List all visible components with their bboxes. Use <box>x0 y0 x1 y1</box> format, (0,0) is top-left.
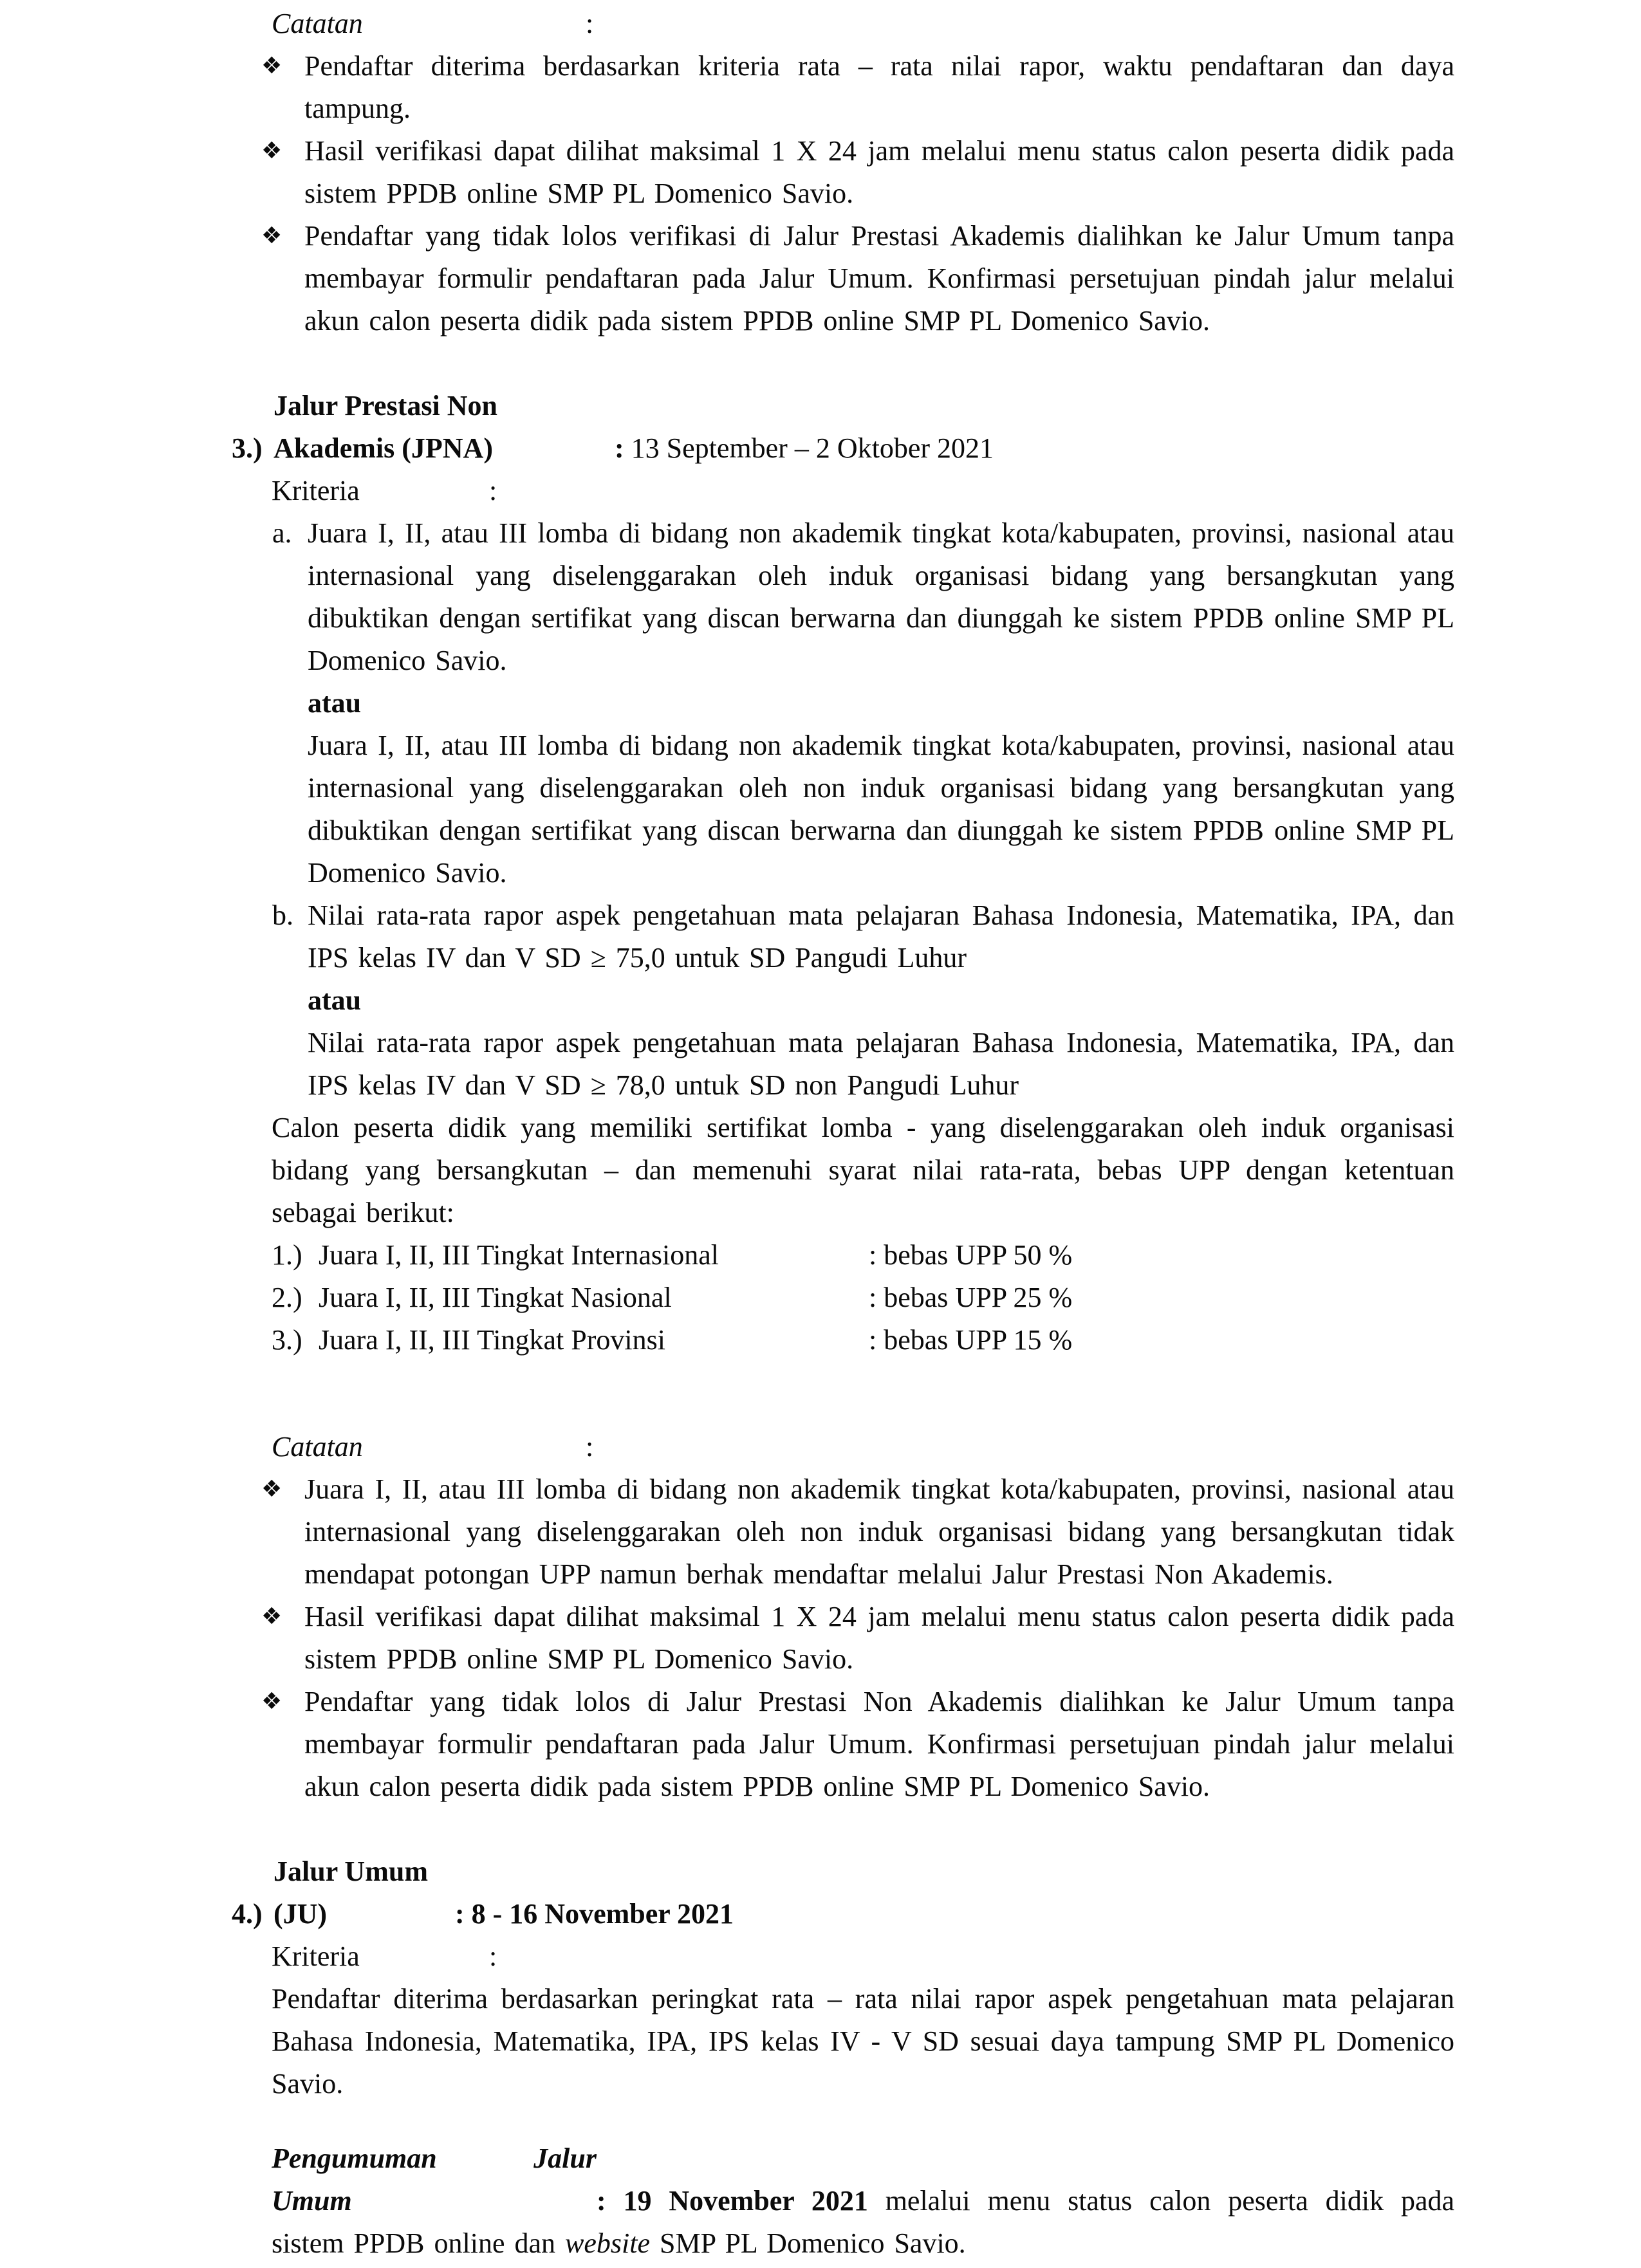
section-4-colon: : <box>455 1898 465 1930</box>
diamond-bullet-icon: ❖ <box>261 223 283 249</box>
announcement-tail-text: SMP PL Domenico Savio. <box>660 2227 966 2259</box>
notes1-label: Catatan <box>272 8 363 39</box>
or-word: atau <box>308 687 362 719</box>
note-text: Pendaftar yang tidak lolos di Jalur Prestasi Non Akademis dialihkan ke Jalur Umum tanpa membayar formulir pendaftaran pada Jalur Umum. Konfirmasi persetujuan pindah jalur melalui akun calon peserta didik pada sistem PPDB online SMP PL Domenico Savio. <box>304 1686 1454 1802</box>
section-4-body-paragraph: Pendaftar diterima berdasarkan peringkat rata – rata nilai rapor aspek pengetahuan mata pelajaran Bahasa Indonesia, Matematika, IPA, IPS kelas IV - V SD sesuai daya tampung SMP PL Domenico Savio. <box>272 1983 1454 2099</box>
criteria-item-b <box>232 894 1454 1107</box>
section-4-title: Jalur Umum (JU) <box>274 1856 428 1930</box>
announcement-paragraph <box>272 2137 1454 2265</box>
upp-item-number: 3.) <box>272 1324 302 1356</box>
section-4-date: 8 - 16 November 2021 <box>471 1898 734 1930</box>
upp-item-label: Juara I, II, III Tingkat Internasional <box>319 1239 719 1271</box>
item-a-marker: a. <box>272 517 292 549</box>
item-b-paragraph-1: Nilai rata-rata rapor aspek pengetahuan mata pelajaran Bahasa Indonesia, Matematika, IPA, dan IPS kelas IV dan V SD ≥ 75,0 untuk SD Pangudi Luhur <box>308 899 1454 973</box>
note-item <box>232 1681 1454 1808</box>
announcement-date: 19 November 2021 <box>623 2185 868 2217</box>
upp-list-item <box>272 1234 1454 1277</box>
notes2-colon: : <box>586 1431 594 1462</box>
note-text: Hasil verifikasi dapat dilihat maksimal 1 X 24 jam melalui menu status calon peserta didik pada sistem PPDB online SMP PL Domenico Savio. <box>304 135 1454 209</box>
document-content <box>232 3 1454 2265</box>
criteria-colon: : <box>489 475 497 506</box>
criteria-label: Kriteria <box>272 475 360 506</box>
diamond-bullet-icon: ❖ <box>261 1603 283 1630</box>
upp-item-value: bebas UPP 50 % <box>884 1239 1073 1271</box>
upp-intro-paragraph: Calon peserta didik yang memiliki sertifikat lomba - yang diselenggarakan oleh induk organisasi bidang yang bersangkutan – dan memenuhi syarat nilai rata-rata, bebas UPP dengan ketentuan sebagai berikut: <box>272 1112 1454 1228</box>
notes1-label-row <box>272 3 1454 45</box>
announcement-label: Pengumuman Jalur Umum <box>272 2143 597 2217</box>
criteria-colon: : <box>489 1941 497 1972</box>
criteria-label: Kriteria <box>272 1941 360 1972</box>
criteria-item-a <box>232 512 1454 894</box>
section-4-number: 4.) <box>232 1898 263 1930</box>
diamond-bullet-icon: ❖ <box>261 53 283 79</box>
note-text: Pendaftar yang tidak lolos verifikasi di Jalur Prestasi Akademis dialihkan ke Jalur Umum tanpa membayar formulir pendaftaran pada Jalur Umum. Konfirmasi persetujuan pindah jalur melalui akun calon peserta didik pada sistem PPDB online SMP PL Domenico Savio. <box>304 220 1454 337</box>
upp-item-colon: : <box>869 1282 877 1313</box>
section-3-criteria-row <box>272 470 1454 512</box>
diamond-bullet-icon: ❖ <box>261 1476 283 1502</box>
announcement-middle-text: melalui menu status calon peserta didik pada sistem PPDB online dan <box>272 2185 1455 2259</box>
note-item <box>232 215 1454 342</box>
item-b-marker: b. <box>272 899 293 931</box>
item-a-paragraph-1: Juara I, II, atau III lomba di bidang non akademik tingkat kota/kabupaten, provinsi, nasional atau internasional yang diselenggarakan oleh induk organisasi bidang yang bersangkutan yang dibuktikan dengan sertifikat yang discan berwarna dan diunggah ke sistem PPDB online SMP PL Domenico Savio. <box>308 517 1454 676</box>
note-text: Pendaftar diterima berdasarkan kriteria rata – rata nilai rapor, waktu pendaftaran dan daya tampung. <box>304 50 1454 124</box>
note-item <box>232 130 1454 215</box>
upp-item-colon: : <box>869 1239 877 1271</box>
announcement-website-word: website <box>565 2227 651 2259</box>
note-text: Juara I, II, atau III lomba di bidang non akademik tingkat kota/kabupaten, provinsi, nasional atau internasional yang diselenggarakan oleh non induk organisasi bidang yang bersangkutan tidak mendapat potongan UPP namun berhak mendaftar melalui Jalur Prestasi Non Akademis. <box>304 1473 1454 1590</box>
note-item <box>232 1596 1454 1681</box>
section-3-number: 3.) <box>232 432 263 464</box>
or-word: atau <box>308 984 362 1016</box>
section-3-title: Jalur Prestasi Non Akademis (JPNA) <box>274 390 497 464</box>
notes2-label: Catatan <box>272 1431 363 1462</box>
upp-item-label: Juara I, II, III Tingkat Nasional <box>319 1282 672 1313</box>
section-4-heading <box>232 1850 1454 1935</box>
item-a-paragraph-2: Juara I, II, atau III lomba di bidang non akademik tingkat kota/kabupaten, provinsi, nasional atau internasional yang diselenggarakan oleh non induk organisasi bidang yang bersangkutan yang dibuktikan dengan sertifikat yang discan berwarna dan diunggah ke sistem PPDB online SMP PL Domenico Savio. <box>308 730 1454 889</box>
upp-item-colon: : <box>869 1324 877 1356</box>
upp-item-value: bebas UPP 15 % <box>884 1324 1073 1356</box>
upp-item-label: Juara I, II, III Tingkat Provinsi <box>319 1324 665 1356</box>
announcement-colon: : <box>597 2185 606 2217</box>
section-3-date: 13 September – 2 Oktober 2021 <box>631 432 994 464</box>
upp-item-number: 1.) <box>272 1239 302 1271</box>
notes1-colon: : <box>586 8 594 39</box>
diamond-bullet-icon: ❖ <box>261 138 283 164</box>
upp-list-item <box>272 1319 1454 1361</box>
section-3-colon: : <box>615 432 624 464</box>
notes2-label-row <box>272 1426 1454 1468</box>
section-3-heading <box>232 385 1454 470</box>
section-4-criteria-row <box>272 1935 1454 1978</box>
upp-list-item <box>272 1277 1454 1319</box>
diamond-bullet-icon: ❖ <box>261 1688 283 1715</box>
upp-item-number: 2.) <box>272 1282 302 1313</box>
item-b-paragraph-2: Nilai rata-rata rapor aspek pengetahuan mata pelajaran Bahasa Indonesia, Matematika, IPA, dan IPS kelas IV dan V SD ≥ 78,0 untuk SD non Pangudi Luhur <box>308 1027 1454 1101</box>
note-item <box>232 45 1454 130</box>
note-item <box>232 1468 1454 1596</box>
upp-item-value: bebas UPP 25 % <box>884 1282 1073 1313</box>
note-text: Hasil verifikasi dapat dilihat maksimal 1 X 24 jam melalui menu status calon peserta didik pada sistem PPDB online SMP PL Domenico Savio. <box>304 1601 1454 1675</box>
